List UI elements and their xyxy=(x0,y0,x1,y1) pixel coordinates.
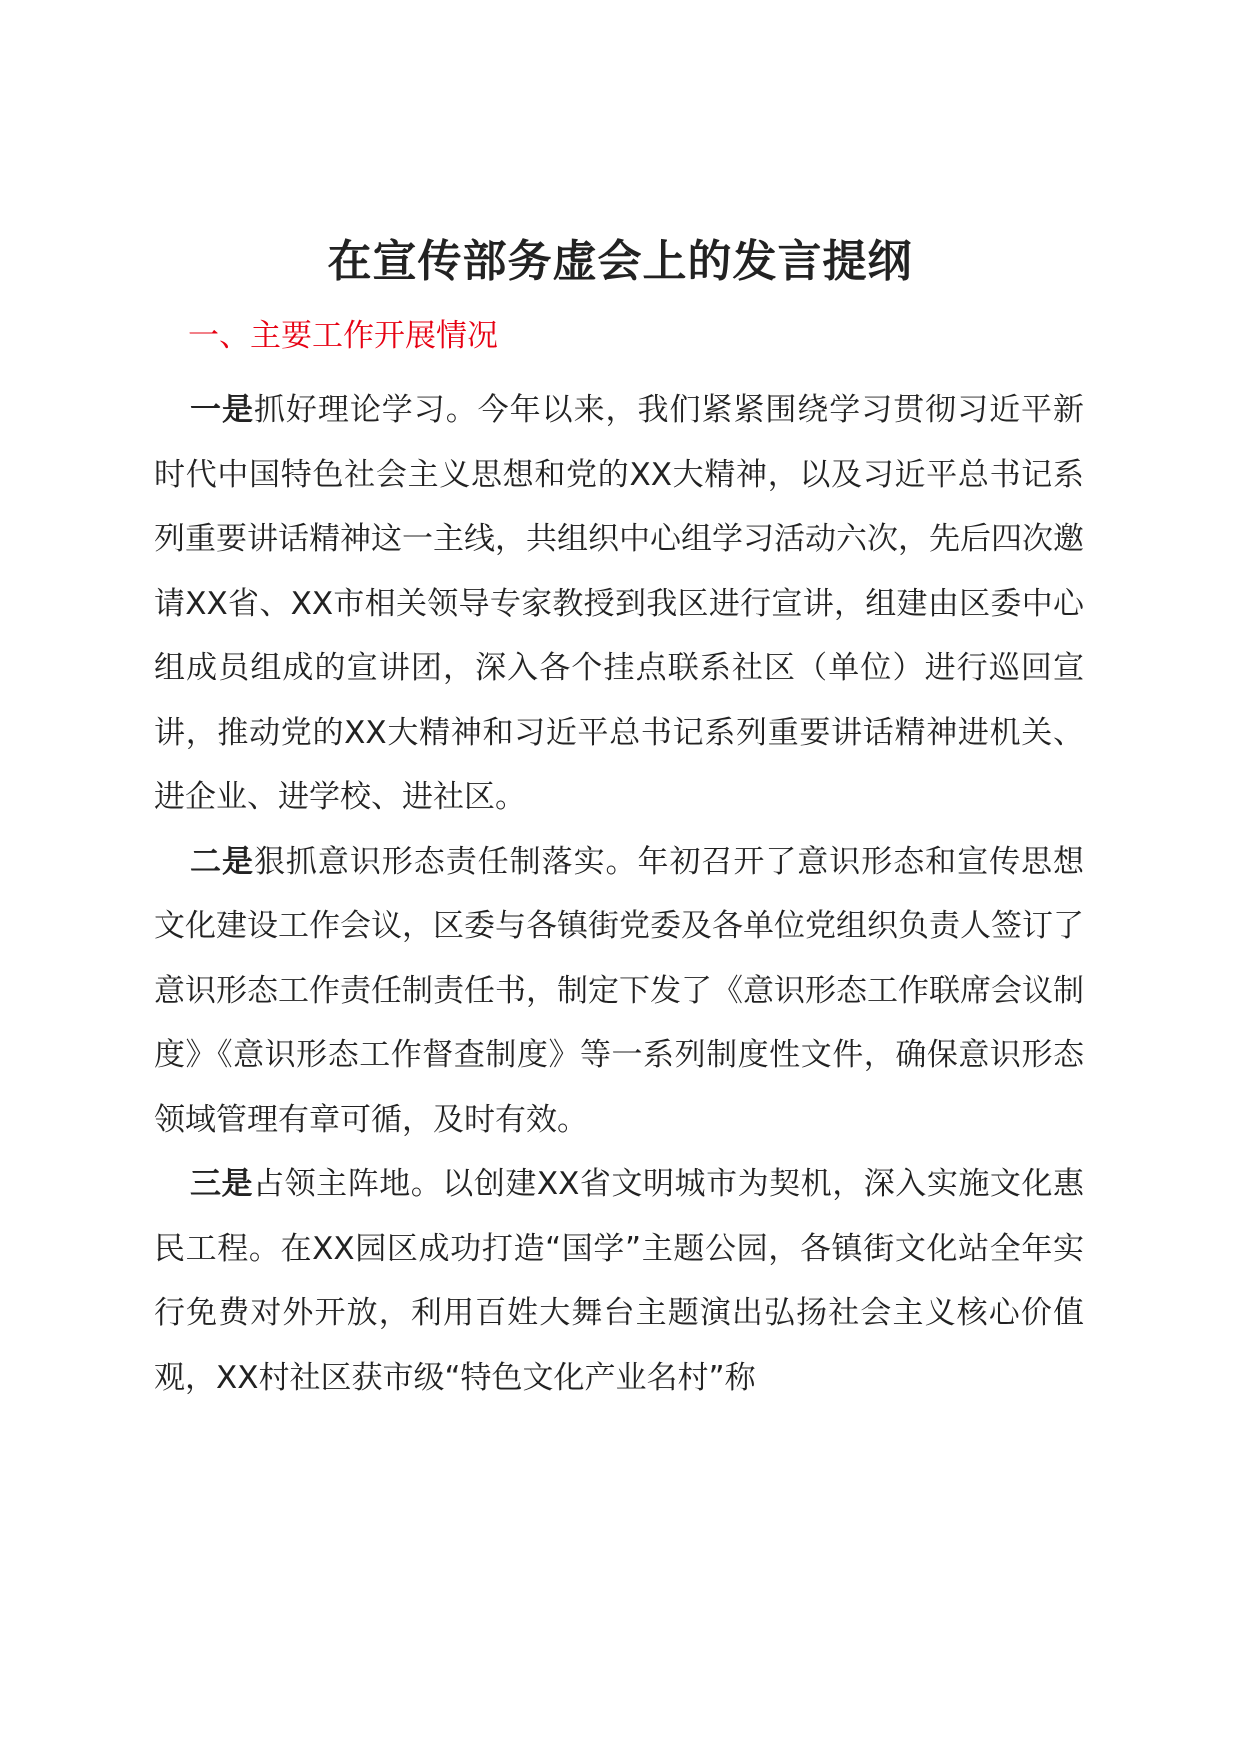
paragraph-1-lead: 一是 xyxy=(190,392,254,428)
paragraph-2-lead: 二是 xyxy=(190,843,254,880)
paragraph-1-text: 抓好理论学习。今年以来，我们紧紧围绕学习贯彻习近平新时代中国特色社会主义思想和党的XX大精神，以及习近平总书记系列重要讲话精神这一主线，共组织中心组学习活动六次，先后四次邀请XX省、XX市相关领导专家教授到我区进行宣讲，组建由区委中心组成员组成的宣讲团，深入各个挂点联系社区（单位）进行巡回宣讲，推动党的XX大精神和习近平总书记系列重要讲话精神进机关、进企业、进学校、进社区。 xyxy=(154,392,1085,815)
paragraph-3 xyxy=(154,1152,1084,1410)
paragraph-1 xyxy=(154,378,1084,830)
paragraph-3-text: 占领主阵地。以创建XX省文明城市为契机，深入实施文化惠民工程。在XX园区成功打造“国学”主题公园，各镇街文化站全年实行免费对外开放，利用百姓大舞台主题演出弘扬社会主义核心价值观，XX村社区获市级“特色文化产业名村”称 xyxy=(154,1166,1084,1396)
paragraph-3-lead: 三是 xyxy=(190,1166,254,1202)
section-heading: 一、主要工作开展情况 xyxy=(188,318,498,354)
paragraph-2 xyxy=(154,830,1084,1153)
document-title: 在宣传部务虚会上的发言提纲 xyxy=(327,236,913,287)
document-body xyxy=(154,378,1084,1410)
paragraph-2-text: 狠抓意识形态责任制落实。年初召开了意识形态和宣传思想文化建设工作会议，区委与各镇街党委及各单位党组织负责人签订了意识形态工作责任制责任书，制定下发了《意识形态工作联席会议制度》《意识形态工作督查制度》等一系列制度性文件，确保意识形态领域管理有章可循，及时有效。 xyxy=(154,843,1085,1138)
